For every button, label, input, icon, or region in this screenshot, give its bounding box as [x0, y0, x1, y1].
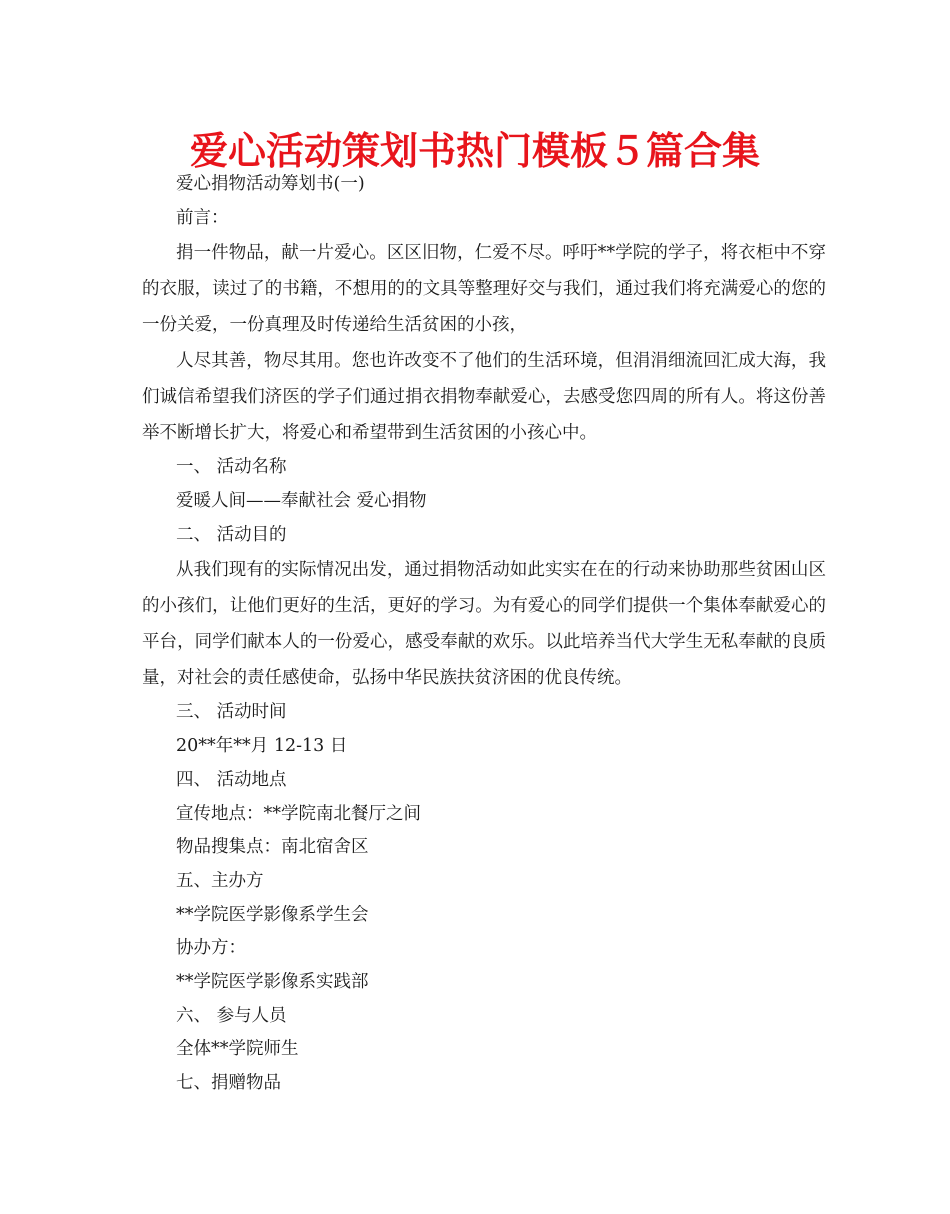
section-heading-time: 三、 活动时间: [176, 702, 287, 723]
co-organizer-content: **学院医学影像系实践部: [176, 971, 369, 992]
section-heading-organizer: 五、主办方: [176, 870, 264, 891]
subtitle: 爱心捐物活动筹划书(一): [176, 174, 365, 194]
section-heading-purpose: 二、 活动目的: [176, 524, 287, 545]
document-title: 爱心活动策划书热门模板５篇合集: [189, 129, 760, 173]
section-content-time: 20**年**月 12-13 日: [176, 736, 348, 757]
section-content-organizer: **学院医学影像系学生会: [176, 904, 369, 925]
paragraph-purpose: 从我们现有的实际情况出发，通过捐物活动如此实实在在的行动来协助那些贫困山区的小孩们，让他们更好的生活，更好的学习。为有爱心的同学们提供一个集体奉献爱心的平台，同学们献本人的一份爱心，感受奉献的欢乐。以此培养当代大学生无私奉献的良质量，对社会的责任感使命，弘扬中华民族扶贫济困的优良传统。: [142, 560, 826, 689]
section-heading-participants: 六、 参与人员: [176, 1005, 287, 1026]
section-content-name: 爱暖人间——奉献社会 爱心捐物: [176, 491, 427, 512]
document-body: [142, 168, 826, 1101]
paragraph-intro: 捐一件物品，献一片爱心。区区旧物，仁爱不尽。呼吁**学院的学子，将衣柜中不穿的衣服，读过了的书籍，不想用的的文具等整理好交与我们，通过我们将充满爱心的您的一份关爱，一份真理及时传递给生活贫困的小孩，: [142, 243, 826, 336]
paragraph-appeal: 人尽其善，物尽其用。您也许改变不了他们的生活环境，但涓涓细流回汇成大海，我们诚信希望我们济医的学子们通过捐衣捐物奉献爱心，去感受您四周的所有人。将这份善举不断增长扩大，将爱心和希望带到生活贫困的小孩心中。: [142, 351, 826, 444]
section-heading-name: 一、 活动名称: [176, 457, 287, 478]
section-content-location-collect: 物品搜集点：南北宿舍区: [176, 837, 369, 858]
section-heading-donations: 七、捐赠物品: [176, 1073, 281, 1093]
preface-label: 前言：: [176, 207, 229, 228]
section-heading-location: 四、 活动地点: [176, 769, 287, 790]
co-organizer-label: 协办方：: [176, 938, 246, 959]
section-content-location-promo: 宣传地点：**学院南北餐厅之间: [176, 803, 421, 824]
section-content-participants: 全体**学院师生: [176, 1039, 299, 1060]
